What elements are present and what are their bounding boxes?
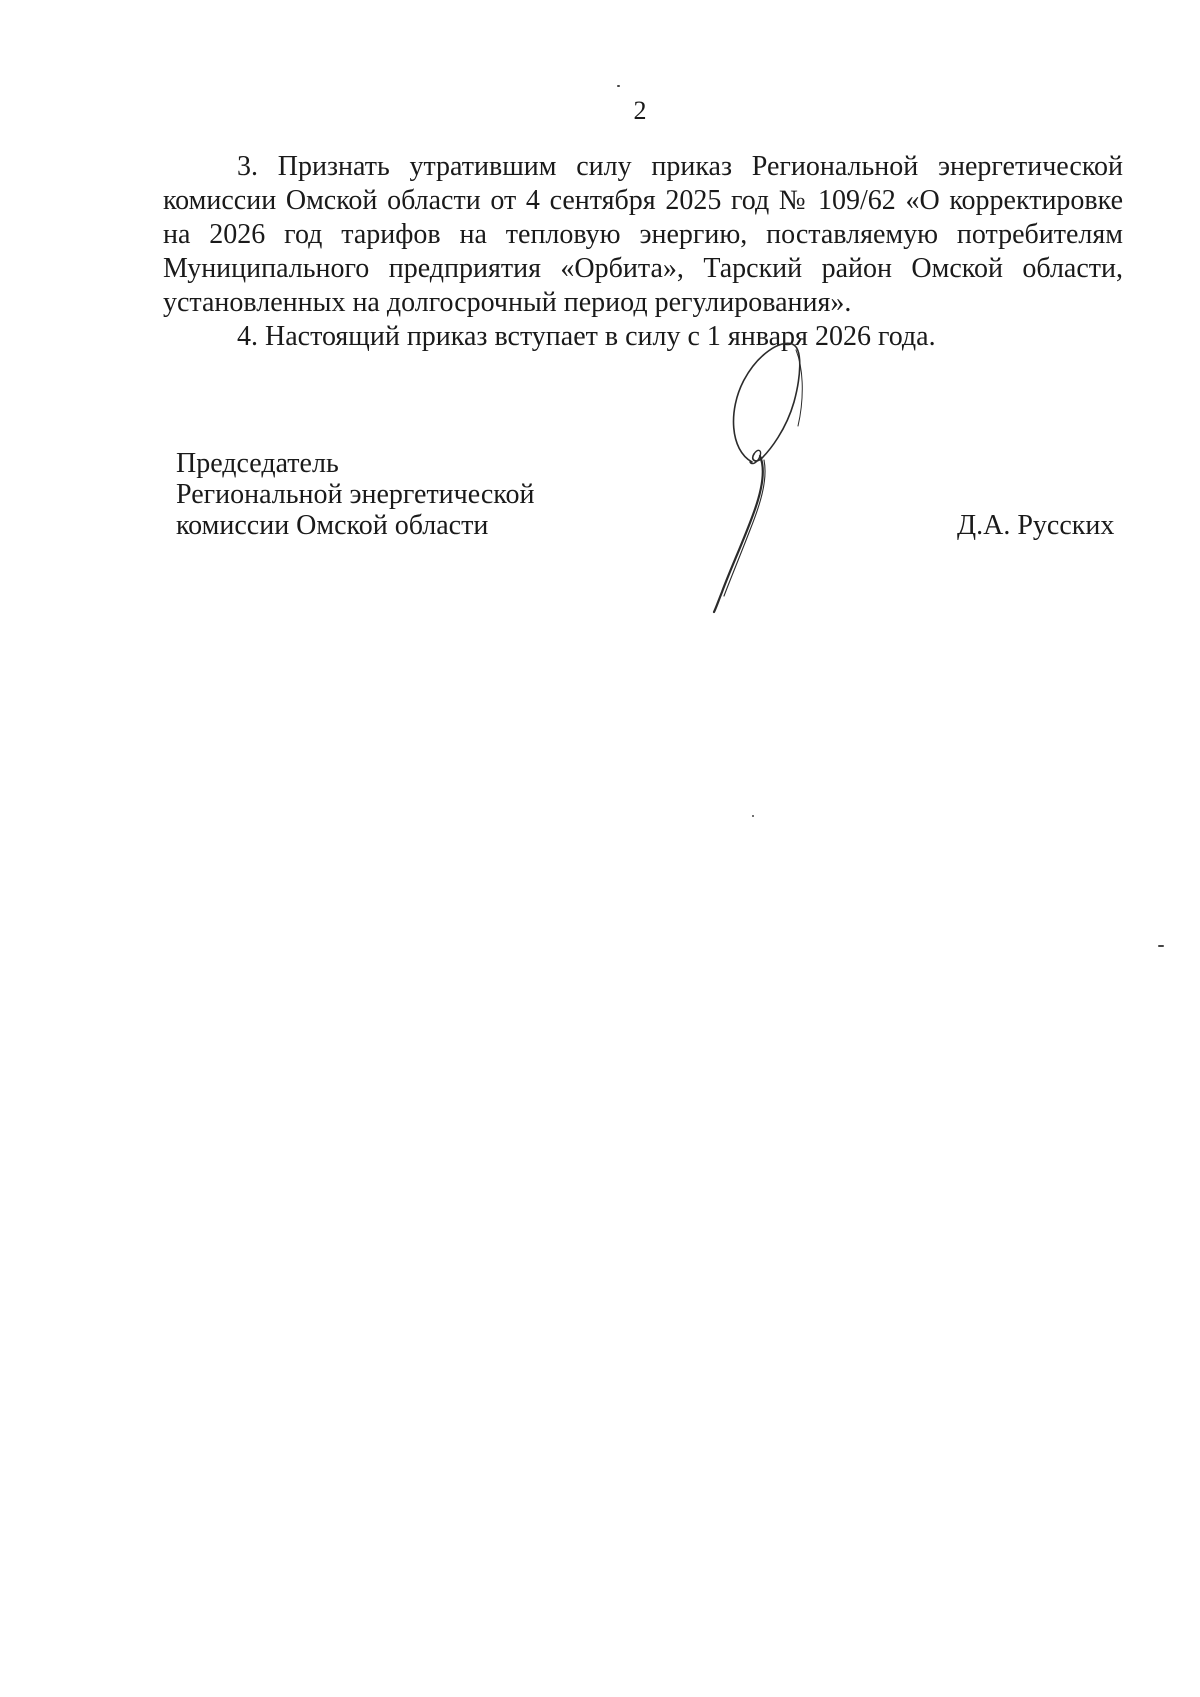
handwritten-signature	[700, 330, 880, 620]
paragraph-4: 4. Настоящий приказ вступает в силу с 1 января 2026 года.	[237, 321, 936, 352]
signatory-position	[176, 448, 534, 541]
scan-speck	[752, 815, 754, 817]
signatory-position-line: комиссии Омской области	[176, 510, 489, 541]
document-body	[163, 150, 1123, 354]
page-number: 2	[633, 96, 647, 125]
scan-speck	[1158, 945, 1164, 947]
signatory-position-line: Председатель	[176, 448, 339, 479]
signatory-position-line: Региональной энергетической	[176, 479, 535, 510]
paragraph-3: 3. Признать утратившим силу приказ Региональной энергетической комиссии Омской области от 4 сентября 2025 год № 109/62 «О корректировке на 2026 год тарифов на тепловую энергию, поставляемую потребителям Муниципального предприятия «Орбита», Тарский район Омской области, установленных на долгосрочный период регулирования».	[163, 151, 1123, 318]
signer-name: Д.А. Русских	[957, 510, 1115, 541]
scan-speck	[617, 85, 620, 87]
